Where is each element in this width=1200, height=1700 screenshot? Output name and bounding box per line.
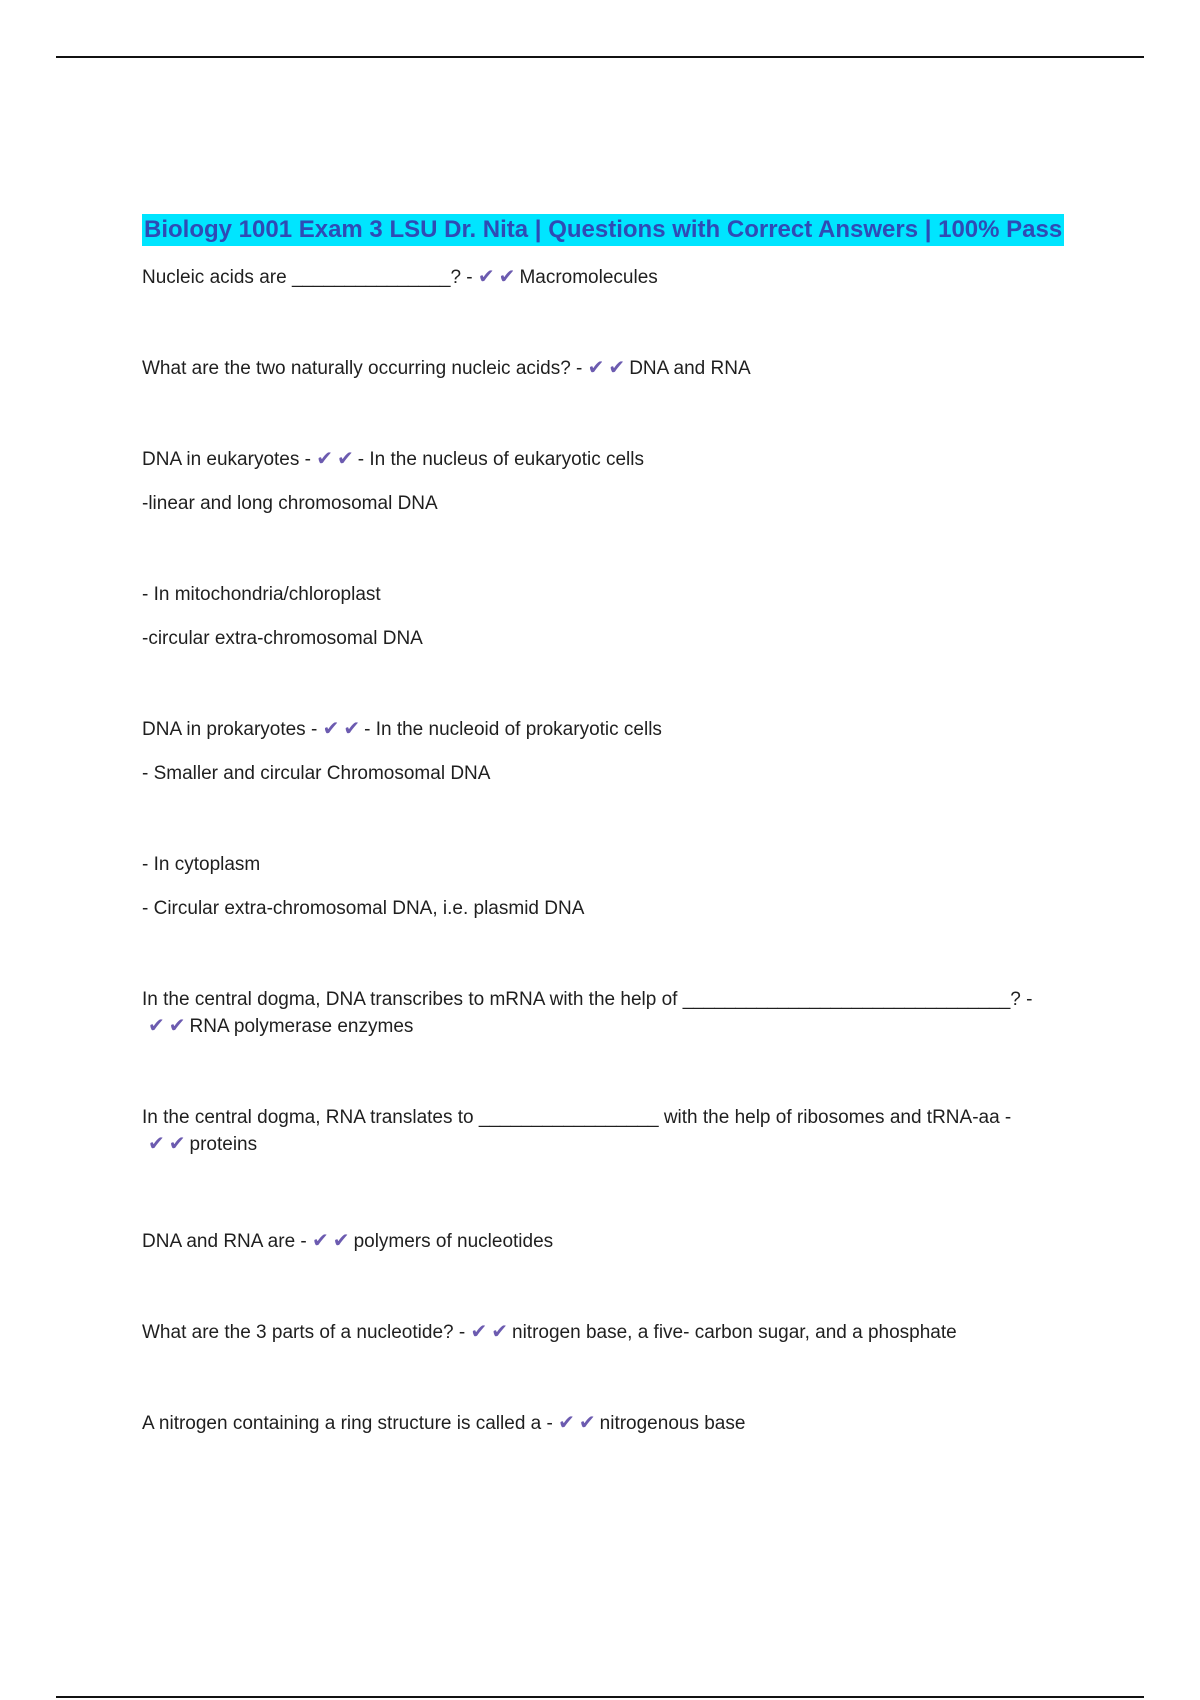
document-body — [142, 214, 1062, 1437]
check-icon: ✔ — [332, 1230, 350, 1252]
qa-item — [142, 1319, 1062, 1346]
answer-text: nitrogenous base — [599, 1413, 746, 1434]
qa-item — [142, 716, 1062, 743]
question-text: DNA in prokaryotes - — [142, 719, 323, 740]
answer-text: - In the nucleoid of prokaryotic cells — [364, 719, 662, 740]
answer-detail: - In mitochondria/chloroplast — [142, 584, 381, 605]
check-icon: ✔ — [578, 1412, 596, 1434]
check-icon: ✔ — [587, 357, 605, 379]
qa-item — [142, 446, 1062, 473]
check-icon: ✔ — [312, 1230, 329, 1252]
question-text: DNA and RNA are - — [142, 1231, 313, 1252]
qa-item-question: In the central dogma, RNA translates to _________________ with the help of ribosomes and tRNA-aa - — [142, 1107, 1012, 1128]
check-icon: ✔ — [337, 448, 354, 470]
answer-text: DNA and RNA — [629, 358, 751, 379]
header-rule — [56, 56, 1144, 58]
answer-text: proteins — [189, 1134, 258, 1155]
answer-text: polymers of nucleotides — [353, 1231, 554, 1252]
answer-detail: - Smaller and circular Chromosomal DNA — [142, 763, 491, 784]
question-text: A nitrogen containing a ring structure is called a - — [142, 1413, 559, 1434]
question-text: DNA in eukaryotes - — [142, 449, 317, 470]
qa-item-answer — [142, 1131, 1062, 1158]
qa-item — [142, 1410, 1062, 1437]
check-icon: ✔ — [470, 1321, 488, 1343]
check-icon: ✔ — [608, 357, 626, 379]
check-icon: ✔ — [322, 718, 340, 740]
footer-rule — [56, 1696, 1144, 1698]
qa-item-question: In the central dogma, DNA transcribes to mRNA with the help of _______________________________? - — [142, 989, 1033, 1010]
answer-detail: - Circular extra-chromosomal DNA, i.e. plasmid DNA — [142, 898, 585, 919]
check-icon: ✔ — [498, 266, 516, 288]
check-icon: ✔ — [316, 448, 334, 470]
check-icon: ✔ — [168, 1015, 186, 1037]
qa-item — [142, 355, 1062, 382]
check-icon: ✔ — [148, 1133, 165, 1155]
check-icon: ✔ — [491, 1321, 508, 1343]
check-icon: ✔ — [477, 266, 495, 288]
question-text: What are the 3 parts of a nucleotide? - — [142, 1322, 471, 1343]
qa-item — [142, 1228, 1062, 1255]
check-icon: ✔ — [148, 1015, 165, 1037]
answer-text: RNA polymerase enzymes — [189, 1016, 414, 1037]
qa-item-answer — [142, 1013, 1062, 1040]
document-title: Biology 1001 Exam 3 LSU Dr. Nita | Questions with Correct Answers | 100% Pass — [142, 214, 1064, 246]
answer-text: - In the nucleus of eukaryotic cells — [357, 449, 644, 470]
answer-detail: -circular extra-chromosomal DNA — [142, 628, 423, 649]
check-icon: ✔ — [558, 1412, 575, 1434]
question-text: Nucleic acids are _______________? - — [142, 267, 478, 288]
answer-text: Macromolecules — [519, 267, 658, 288]
answer-detail: - In cytoplasm — [142, 854, 261, 875]
question-text: What are the two naturally occurring nucleic acids? - — [142, 358, 588, 379]
check-icon: ✔ — [343, 718, 361, 740]
check-icon: ✔ — [168, 1133, 186, 1155]
answer-text: nitrogen base, a five- carbon sugar, and a phosphate — [512, 1322, 957, 1343]
qa-item — [142, 264, 1062, 291]
answer-detail: -linear and long chromosomal DNA — [142, 493, 438, 514]
